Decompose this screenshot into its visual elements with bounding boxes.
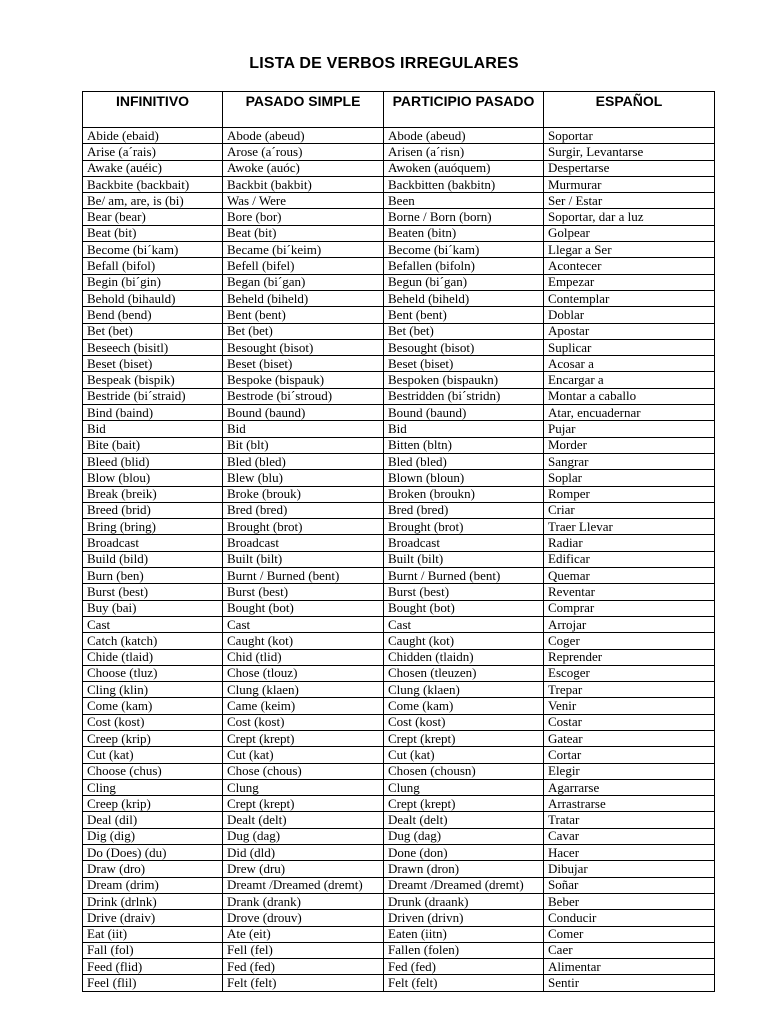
cell-espanol: Reventar [544, 584, 715, 600]
irregular-verbs-table [82, 91, 715, 992]
cell-infinitivo: Dream (drim) [83, 877, 223, 893]
cell-espanol: Arrastrarse [544, 796, 715, 812]
cell-infinitivo: Bend (bend) [83, 307, 223, 323]
cell-pasado-simple: Bled (bled) [223, 453, 384, 469]
cell-pasado-simple: Drank (drank) [223, 893, 384, 909]
cell-participio-pasado: Fallen (folen) [384, 942, 544, 958]
cell-infinitivo: Bind (baind) [83, 405, 223, 421]
table-row [83, 405, 715, 421]
cell-espanol: Empezar [544, 274, 715, 290]
cell-participio-pasado: Blown (bloun) [384, 470, 544, 486]
cell-participio-pasado: Dealt (delt) [384, 812, 544, 828]
cell-espanol: Dibujar [544, 861, 715, 877]
table-row [83, 128, 715, 144]
cell-pasado-simple: Dealt (delt) [223, 812, 384, 828]
table-row [83, 763, 715, 779]
cell-participio-pasado: Bitten (bltn) [384, 437, 544, 453]
cell-participio-pasado: Crept (krept) [384, 796, 544, 812]
table-row [83, 470, 715, 486]
cell-espanol: Sangrar [544, 453, 715, 469]
table-row [83, 209, 715, 225]
cell-participio-pasado: Broadcast [384, 535, 544, 551]
cell-infinitivo: Do (Does) (du) [83, 845, 223, 861]
cell-infinitivo: Abide (ebaid) [83, 128, 223, 144]
table-row [83, 779, 715, 795]
cell-espanol: Quemar [544, 568, 715, 584]
cell-infinitivo: Backbite (backbait) [83, 176, 223, 192]
cell-espanol: Trepar [544, 682, 715, 698]
table-row [83, 665, 715, 681]
cell-espanol: Traer Llevar [544, 519, 715, 535]
cell-pasado-simple: Was / Were [223, 193, 384, 209]
cell-espanol: Soportar [544, 128, 715, 144]
cell-participio-pasado: Bespoken (bispaukn) [384, 372, 544, 388]
cell-espanol: Atar, encuadernar [544, 405, 715, 421]
cell-espanol: Reprender [544, 649, 715, 665]
cell-pasado-simple: Arose (a´rous) [223, 144, 384, 160]
table-row [83, 176, 715, 192]
cell-infinitivo: Creep (krip) [83, 796, 223, 812]
cell-espanol: Arrojar [544, 616, 715, 632]
cell-infinitivo: Begin (bi´gin) [83, 274, 223, 290]
table-row [83, 893, 715, 909]
cell-pasado-simple: Bound (baund) [223, 405, 384, 421]
cell-participio-pasado: Awoken (auóquem) [384, 160, 544, 176]
cell-participio-pasado: Bestridden (bi´stridn) [384, 388, 544, 404]
cell-participio-pasado: Become (bi´kam) [384, 242, 544, 258]
cell-pasado-simple: Bespoke (bispauk) [223, 372, 384, 388]
cell-espanol: Coger [544, 633, 715, 649]
cell-infinitivo: Drive (draiv) [83, 910, 223, 926]
cell-participio-pasado: Bent (bent) [384, 307, 544, 323]
cell-infinitivo: Beseech (bisitl) [83, 339, 223, 355]
table-row [83, 910, 715, 926]
cell-participio-pasado: Been [384, 193, 544, 209]
table-row [83, 144, 715, 160]
cell-espanol: Gatear [544, 730, 715, 746]
table-row [83, 649, 715, 665]
cell-participio-pasado: Befallen (bifoln) [384, 258, 544, 274]
cell-pasado-simple: Beat (bit) [223, 225, 384, 241]
cell-espanol: Beber [544, 893, 715, 909]
cell-infinitivo: Bet (bet) [83, 323, 223, 339]
table-row [83, 926, 715, 942]
cell-infinitivo: Deal (dil) [83, 812, 223, 828]
cell-participio-pasado: Bid [384, 421, 544, 437]
table-row [83, 160, 715, 176]
cell-participio-pasado: Chosen (tleuzen) [384, 665, 544, 681]
cell-espanol: Cavar [544, 828, 715, 844]
cell-pasado-simple: Broke (brouk) [223, 486, 384, 502]
cell-infinitivo: Bestride (bi´straid) [83, 388, 223, 404]
cell-pasado-simple: Cast [223, 616, 384, 632]
cell-pasado-simple: Brought (brot) [223, 519, 384, 535]
cell-espanol: Romper [544, 486, 715, 502]
table-row [83, 861, 715, 877]
cell-pasado-simple: Bent (bent) [223, 307, 384, 323]
cell-participio-pasado: Cast [384, 616, 544, 632]
cell-espanol: Caer [544, 942, 715, 958]
cell-pasado-simple: Beset (biset) [223, 356, 384, 372]
cell-espanol: Contemplar [544, 290, 715, 306]
header-infinitivo: INFINITIVO [83, 92, 223, 128]
cell-espanol: Comer [544, 926, 715, 942]
cell-participio-pasado: Dreamt /Dreamed (dremt) [384, 877, 544, 893]
cell-participio-pasado: Cut (kat) [384, 747, 544, 763]
cell-infinitivo: Bring (bring) [83, 519, 223, 535]
table-row [83, 242, 715, 258]
cell-infinitivo: Cost (kost) [83, 714, 223, 730]
table-row [83, 959, 715, 975]
cell-participio-pasado: Crept (krept) [384, 730, 544, 746]
cell-pasado-simple: Chose (tlouz) [223, 665, 384, 681]
cell-pasado-simple: Felt (felt) [223, 975, 384, 991]
cell-pasado-simple: Fell (fel) [223, 942, 384, 958]
cell-participio-pasado: Come (kam) [384, 698, 544, 714]
table-row [83, 584, 715, 600]
cell-infinitivo: Dig (dig) [83, 828, 223, 844]
cell-espanol: Soñar [544, 877, 715, 893]
cell-pasado-simple: Chose (chous) [223, 763, 384, 779]
cell-pasado-simple: Ate (eit) [223, 926, 384, 942]
cell-infinitivo: Breed (brid) [83, 502, 223, 518]
table-body [83, 128, 715, 992]
cell-infinitivo: Become (bi´kam) [83, 242, 223, 258]
table-row [83, 535, 715, 551]
cell-infinitivo: Befall (bifol) [83, 258, 223, 274]
table-row [83, 796, 715, 812]
cell-pasado-simple: Burst (best) [223, 584, 384, 600]
table-row [83, 714, 715, 730]
cell-infinitivo: Buy (bai) [83, 600, 223, 616]
table-row [83, 502, 715, 518]
cell-espanol: Tratar [544, 812, 715, 828]
cell-espanol: Acontecer [544, 258, 715, 274]
cell-participio-pasado: Beaten (bitn) [384, 225, 544, 241]
cell-participio-pasado: Begun (bi´gan) [384, 274, 544, 290]
cell-pasado-simple: Crept (krept) [223, 730, 384, 746]
table-row [83, 698, 715, 714]
cell-infinitivo: Cast [83, 616, 223, 632]
cell-pasado-simple: Cut (kat) [223, 747, 384, 763]
table-row [83, 730, 715, 746]
table-row [83, 274, 715, 290]
cell-espanol: Venir [544, 698, 715, 714]
cell-espanol: Elegir [544, 763, 715, 779]
cell-pasado-simple: Did (dld) [223, 845, 384, 861]
cell-pasado-simple: Awoke (auóc) [223, 160, 384, 176]
table-row [83, 568, 715, 584]
table-row [83, 193, 715, 209]
cell-pasado-simple: Became (bi´keim) [223, 242, 384, 258]
cell-participio-pasado: Built (bilt) [384, 551, 544, 567]
cell-infinitivo: Beat (bit) [83, 225, 223, 241]
cell-participio-pasado: Beheld (biheld) [384, 290, 544, 306]
cell-pasado-simple: Bet (bet) [223, 323, 384, 339]
cell-participio-pasado: Backbitten (bakbitn) [384, 176, 544, 192]
cell-espanol: Acosar a [544, 356, 715, 372]
cell-infinitivo: Blow (blou) [83, 470, 223, 486]
cell-pasado-simple: Drove (drouv) [223, 910, 384, 926]
cell-infinitivo: Choose (tluz) [83, 665, 223, 681]
table-row [83, 519, 715, 535]
header-espanol: ESPAÑOL [544, 92, 715, 128]
cell-espanol: Criar [544, 502, 715, 518]
table-row [83, 682, 715, 698]
cell-participio-pasado: Cost (kost) [384, 714, 544, 730]
cell-espanol: Sentir [544, 975, 715, 991]
cell-participio-pasado: Bet (bet) [384, 323, 544, 339]
cell-pasado-simple: Began (bi´gan) [223, 274, 384, 290]
cell-espanol: Golpear [544, 225, 715, 241]
cell-infinitivo: Awake (auéic) [83, 160, 223, 176]
cell-espanol: Alimentar [544, 959, 715, 975]
cell-espanol: Radiar [544, 535, 715, 551]
cell-participio-pasado: Bound (baund) [384, 405, 544, 421]
cell-pasado-simple: Blew (blu) [223, 470, 384, 486]
cell-pasado-simple: Bestrode (bi´stroud) [223, 388, 384, 404]
cell-pasado-simple: Dreamt /Dreamed (dremt) [223, 877, 384, 893]
table-header-row [83, 92, 715, 128]
cell-infinitivo: Bid [83, 421, 223, 437]
table-row [83, 258, 715, 274]
cell-participio-pasado: Drunk (draank) [384, 893, 544, 909]
cell-espanol: Comprar [544, 600, 715, 616]
cell-espanol: Morder [544, 437, 715, 453]
cell-espanol: Ser / Estar [544, 193, 715, 209]
cell-infinitivo: Cling (klin) [83, 682, 223, 698]
cell-participio-pasado: Chosen (chousn) [384, 763, 544, 779]
cell-espanol: Edificar [544, 551, 715, 567]
cell-infinitivo: Arise (a´rais) [83, 144, 223, 160]
cell-participio-pasado: Drawn (dron) [384, 861, 544, 877]
cell-infinitivo: Burn (ben) [83, 568, 223, 584]
table-row [83, 421, 715, 437]
cell-espanol: Montar a caballo [544, 388, 715, 404]
cell-espanol: Llegar a Ser [544, 242, 715, 258]
cell-participio-pasado: Felt (felt) [384, 975, 544, 991]
cell-participio-pasado: Burst (best) [384, 584, 544, 600]
cell-pasado-simple: Fed (fed) [223, 959, 384, 975]
cell-pasado-simple: Chid (tlid) [223, 649, 384, 665]
cell-pasado-simple: Burnt / Burned (bent) [223, 568, 384, 584]
cell-participio-pasado: Besought (bisot) [384, 339, 544, 355]
cell-espanol: Suplicar [544, 339, 715, 355]
cell-pasado-simple: Clung (klaen) [223, 682, 384, 698]
cell-participio-pasado: Broken (broukn) [384, 486, 544, 502]
cell-pasado-simple: Built (bilt) [223, 551, 384, 567]
cell-infinitivo: Build (bild) [83, 551, 223, 567]
cell-infinitivo: Broadcast [83, 535, 223, 551]
cell-participio-pasado: Clung (klaen) [384, 682, 544, 698]
table-row [83, 747, 715, 763]
cell-espanol: Surgir, Levantarse [544, 144, 715, 160]
cell-espanol: Soportar, dar a luz [544, 209, 715, 225]
cell-espanol: Murmurar [544, 176, 715, 192]
cell-pasado-simple: Drew (dru) [223, 861, 384, 877]
cell-participio-pasado: Dug (dag) [384, 828, 544, 844]
cell-pasado-simple: Crept (krept) [223, 796, 384, 812]
table-row [83, 290, 715, 306]
cell-participio-pasado: Burnt / Burned (bent) [384, 568, 544, 584]
cell-infinitivo: Chide (tlaid) [83, 649, 223, 665]
cell-pasado-simple: Befell (bifel) [223, 258, 384, 274]
table-row [83, 372, 715, 388]
cell-participio-pasado: Brought (brot) [384, 519, 544, 535]
cell-participio-pasado: Borne / Born (born) [384, 209, 544, 225]
cell-pasado-simple: Clung [223, 779, 384, 795]
cell-pasado-simple: Broadcast [223, 535, 384, 551]
cell-participio-pasado: Clung [384, 779, 544, 795]
cell-pasado-simple: Bought (bot) [223, 600, 384, 616]
cell-infinitivo: Break (breik) [83, 486, 223, 502]
cell-infinitivo: Beset (biset) [83, 356, 223, 372]
cell-espanol: Conducir [544, 910, 715, 926]
cell-participio-pasado: Chidden (tlaidn) [384, 649, 544, 665]
cell-pasado-simple: Caught (kot) [223, 633, 384, 649]
cell-espanol: Apostar [544, 323, 715, 339]
cell-infinitivo: Catch (katch) [83, 633, 223, 649]
table-row [83, 877, 715, 893]
table-row [83, 339, 715, 355]
cell-pasado-simple: Besought (bisot) [223, 339, 384, 355]
cell-infinitivo: Be/ am, are, is (bi) [83, 193, 223, 209]
cell-participio-pasado: Bred (bred) [384, 502, 544, 518]
cell-pasado-simple: Cost (kost) [223, 714, 384, 730]
cell-infinitivo: Bespeak (bispik) [83, 372, 223, 388]
table-row [83, 356, 715, 372]
cell-participio-pasado: Fed (fed) [384, 959, 544, 975]
cell-espanol: Escoger [544, 665, 715, 681]
cell-espanol: Hacer [544, 845, 715, 861]
table-row [83, 942, 715, 958]
cell-pasado-simple: Bred (bred) [223, 502, 384, 518]
cell-infinitivo: Drink (drlnk) [83, 893, 223, 909]
table-row [83, 812, 715, 828]
header-pasado-simple: PASADO SIMPLE [223, 92, 384, 128]
cell-infinitivo: Bear (bear) [83, 209, 223, 225]
table-row [83, 225, 715, 241]
table-row [83, 600, 715, 616]
cell-infinitivo: Cling [83, 779, 223, 795]
cell-infinitivo: Creep (krip) [83, 730, 223, 746]
cell-participio-pasado: Bought (bot) [384, 600, 544, 616]
table-row [83, 323, 715, 339]
cell-espanol: Despertarse [544, 160, 715, 176]
table-row [83, 975, 715, 991]
cell-infinitivo: Choose (chus) [83, 763, 223, 779]
header-participio-pasado: PARTICIPIO PASADO [384, 92, 544, 128]
cell-infinitivo: Behold (bihauld) [83, 290, 223, 306]
cell-pasado-simple: Dug (dag) [223, 828, 384, 844]
cell-infinitivo: Come (kam) [83, 698, 223, 714]
table-row [83, 307, 715, 323]
cell-participio-pasado: Abode (abeud) [384, 128, 544, 144]
cell-espanol: Costar [544, 714, 715, 730]
table-row [83, 437, 715, 453]
cell-participio-pasado: Beset (biset) [384, 356, 544, 372]
cell-participio-pasado: Bled (bled) [384, 453, 544, 469]
cell-infinitivo: Cut (kat) [83, 747, 223, 763]
cell-infinitivo: Feel (flil) [83, 975, 223, 991]
table-row [83, 453, 715, 469]
table-row [83, 388, 715, 404]
table-row [83, 616, 715, 632]
cell-infinitivo: Feed (flid) [83, 959, 223, 975]
cell-infinitivo: Eat (iit) [83, 926, 223, 942]
cell-espanol: Pujar [544, 421, 715, 437]
cell-pasado-simple: Beheld (biheld) [223, 290, 384, 306]
cell-espanol: Doblar [544, 307, 715, 323]
cell-espanol: Agarrarse [544, 779, 715, 795]
cell-participio-pasado: Eaten (iitn) [384, 926, 544, 942]
cell-espanol: Encargar a [544, 372, 715, 388]
table-row [83, 828, 715, 844]
cell-pasado-simple: Bore (bor) [223, 209, 384, 225]
cell-participio-pasado: Arisen (a´risn) [384, 144, 544, 160]
cell-pasado-simple: Abode (abeud) [223, 128, 384, 144]
table-row [83, 845, 715, 861]
table-row [83, 633, 715, 649]
cell-pasado-simple: Came (keim) [223, 698, 384, 714]
cell-espanol: Soplar [544, 470, 715, 486]
cell-participio-pasado: Driven (drivn) [384, 910, 544, 926]
cell-participio-pasado: Done (don) [384, 845, 544, 861]
table-row [83, 486, 715, 502]
page-title: LISTA DE VERBOS IRREGULARES [249, 55, 519, 72]
cell-infinitivo: Burst (best) [83, 584, 223, 600]
cell-infinitivo: Bite (bait) [83, 437, 223, 453]
cell-infinitivo: Fall (fol) [83, 942, 223, 958]
cell-pasado-simple: Backbit (bakbit) [223, 176, 384, 192]
cell-pasado-simple: Bid [223, 421, 384, 437]
cell-espanol: Cortar [544, 747, 715, 763]
table-row [83, 551, 715, 567]
cell-infinitivo: Bleed (blid) [83, 453, 223, 469]
cell-pasado-simple: Bit (blt) [223, 437, 384, 453]
cell-infinitivo: Draw (dro) [83, 861, 223, 877]
cell-participio-pasado: Caught (kot) [384, 633, 544, 649]
